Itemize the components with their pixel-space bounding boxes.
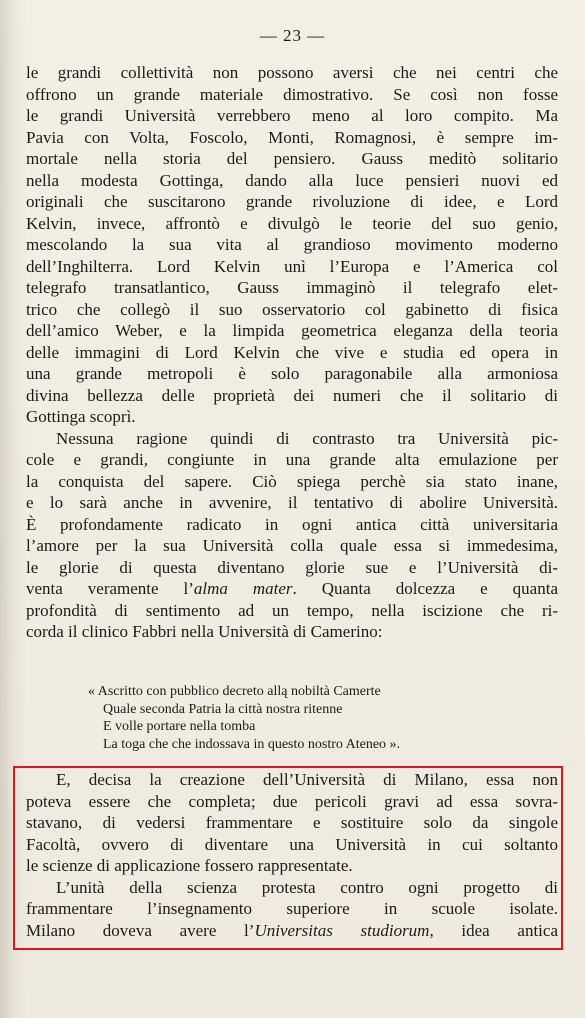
inscription-line: « Ascritto con pubblico decreto allą nobiltà Camerte — [88, 684, 381, 699]
text-line: e lo sarà anche in avvenire, il tentativo di abolire Università. — [26, 493, 558, 512]
text-line: cole e grandi, congiunte in una grande alta emulazione per — [26, 450, 558, 469]
text-run: venta veramente l’ — [26, 579, 194, 598]
page-number: — 23 — — [259, 26, 326, 45]
text-line: frammentare l’insegnamento superiore in scuole isolate. — [26, 899, 558, 918]
inscription-line: E volle portare nella tomba — [103, 719, 256, 734]
quoted-inscription — [88, 683, 548, 753]
text-line: Kelvin, invece, affrontò e divulgò le teorie del suo genio, — [26, 213, 558, 233]
text-line: delle immagini di Lord Kelvin che vive e studia ed opera in — [26, 342, 558, 362]
text-line: le grandi collettività non possono aversi che nei centri che — [26, 63, 558, 82]
text-run: . Quanta dolcezza e quanta — [292, 579, 558, 598]
text-line: mescolando la sua vita al grandioso movimento moderno — [26, 235, 558, 254]
text-line: le scienze di applicazione fossero rappresentate. — [26, 856, 353, 875]
text-line: nella modesta Gottinga, dando alla luce pensieri nuovi ed — [26, 170, 558, 190]
text-line: E, decisa la creazione dell’Università di Milano, essa non — [56, 770, 558, 789]
text-line: Pavia con Volta, Foscolo, Monti, Romagnosi, è sempre im- — [26, 127, 558, 147]
body-text-bottom — [26, 769, 558, 941]
text-line: Facoltà, ovvero di diventare una Università in cui soltanto — [26, 834, 558, 854]
text-line: dell’Inghilterra. Lord Kelvin unì l’Europa e l’America col — [26, 256, 558, 276]
text-line: le glorie di questa diventano glorie sue e l’Università di- — [26, 557, 558, 577]
text-line: È profondamente radicato in ogni antica città universitaria — [26, 514, 558, 534]
text-line: divina bellezza delle proprietà dei numeri che il solitario di — [26, 385, 558, 405]
text-line-mixed — [26, 578, 558, 600]
text-line: le grandi Università verrebbero meno al loro compito. Ma — [26, 106, 558, 125]
text-line: l’amore per la sua Università colla quale essa si immedesima, — [26, 536, 558, 555]
text-line-mixed — [26, 920, 558, 942]
text-run: Milano doveva avere l’ — [26, 920, 255, 940]
text-line: dell’amico Weber, e la limpida geometrica eleganza della teoria — [26, 321, 558, 340]
text-line: Gottinga scoprì. — [26, 407, 136, 426]
inscription-line: Quale seconda Patria la città nostra ritenne — [103, 701, 343, 717]
text-line: offrono un grande materiale dimostrativo. Se così non fosse — [26, 84, 558, 104]
text-run: , idea antica — [429, 920, 558, 940]
text-line: stavano, di vedersi frammentare e sostituire solo da singole — [26, 813, 558, 832]
text-line: la conquista del sapere. Ciò spiega perchè sia stato inane, — [26, 471, 558, 491]
text-line: L’unità della scienza protesta contro ogni progetto di — [56, 877, 558, 897]
text-line: poteva essere che completa; due pericoli gravi ad essa sovra- — [26, 791, 558, 811]
text-line: corda il clinico Fabbri nella Università di Camerino: — [26, 622, 383, 641]
text-line: Nessuna ragione quindi di contrasto tra Università pic- — [56, 428, 558, 448]
text-line: mortale nella storia del pensiero. Gauss meditò solitario — [26, 149, 558, 168]
text-line: telegrafo transatlantico, Gauss immaginò il telegrafo elet- — [26, 278, 558, 297]
body-text-top — [26, 62, 558, 643]
text-line: profondità di sentimento ad un tempo, nella iscizione che ri- — [26, 600, 558, 620]
inscription-line: La toga che che indossava in questo nostro Ateneo ». — [103, 736, 401, 752]
italic-term: Universitas studiorum — [254, 920, 430, 940]
italic-term: alma mater — [193, 579, 293, 598]
text-line: una grande metropoli è solo paragonabile alla armoniosa — [26, 364, 558, 383]
text-line: originali che suscitarono grande rivoluzione di idee, e Lord — [26, 192, 558, 211]
text-line: trico che collegò il suo osservatorio col gabinetto di fisica — [26, 299, 558, 319]
